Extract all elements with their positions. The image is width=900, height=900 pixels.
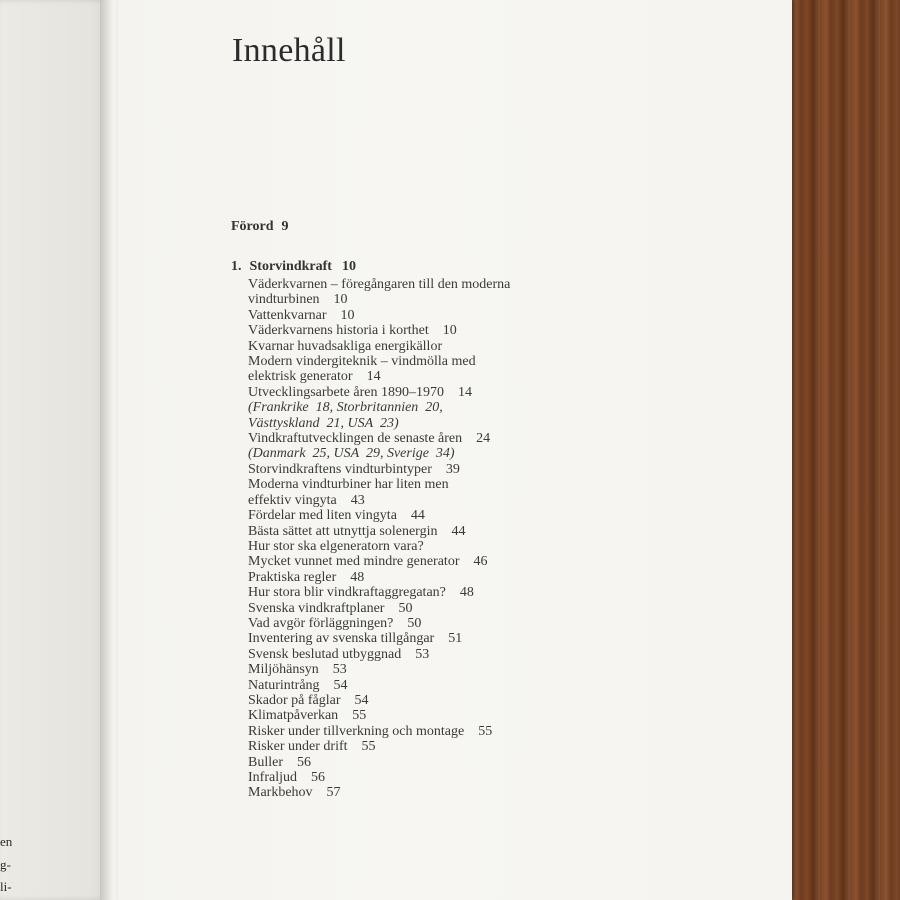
toc-entry-text: Risker under tillverkning och montage [248, 723, 465, 739]
toc-entry-text: Kvarnar huvadsakliga energikällor [248, 338, 443, 354]
toc-entry-page: 14 [366, 369, 381, 385]
toc-entry-text: vindturbinen [248, 292, 320, 308]
toc-entry-text: effektiv vingyta [248, 492, 337, 508]
toc-entry-page: 56 [310, 770, 325, 785]
toc-entry-text: Vattenkvarnar [248, 307, 327, 323]
toc-entry-page: 48 [459, 585, 474, 601]
wooden-table-background [790, 0, 900, 900]
toc-entry-page: 43 [350, 492, 365, 508]
foreword-label: Förord [231, 219, 274, 234]
toc-entry-text: (Danmark 25, USA 29, Sverige 34) [248, 446, 455, 462]
toc-entry-text: Klimatpåverkan [248, 708, 339, 724]
toc-entry [248, 554, 651, 569]
toc-entry-page: 24 [476, 431, 491, 447]
toc-entry [248, 277, 651, 292]
toc-entry-page: 39 [445, 461, 460, 477]
toc-entry-page: 14 [457, 384, 472, 400]
toc-entry-page: 55 [352, 708, 367, 724]
toc-entry [248, 446, 651, 461]
toc-entry [248, 770, 651, 785]
toc-entry-text: Inventering av svenska tillgångar [248, 631, 435, 647]
toc-entry-text: Väderkvarnens historia i korthet [248, 323, 429, 339]
toc-entry [248, 524, 651, 539]
toc-entry-page: 10 [333, 292, 348, 308]
toc-entry-page: 55 [361, 739, 376, 755]
foreword-page: 9 [281, 219, 289, 234]
toc-entry-text: Praktiska regler [248, 569, 337, 585]
toc-entry-text: Vad avgör förläggningen? [248, 615, 394, 631]
toc-entry [248, 385, 651, 400]
toc-entry [248, 339, 651, 354]
toc-entry-page: 44 [410, 508, 425, 524]
toc-entry-text: Vindkraftutvecklingen de senaste åren [248, 431, 463, 447]
toc-entry [248, 292, 651, 307]
toc-entry [248, 693, 651, 708]
toc-entry-text: Fördelar med liten vingyta [248, 508, 397, 524]
left-page-edge-text: en [0, 834, 13, 849]
toc-entry [248, 708, 651, 723]
toc-entry-page: 50 [398, 600, 413, 616]
toc-entry [248, 631, 651, 646]
toc-entry-page: 56 [297, 754, 311, 770]
toc-entry-page: 46 [473, 554, 488, 570]
toc-entry-page: 54 [354, 692, 369, 708]
toc-entry [248, 493, 651, 508]
toc-entry [248, 462, 651, 477]
toc-entry [248, 431, 651, 446]
toc-entry-text: Naturintrång [248, 677, 320, 693]
toc-entry [248, 755, 651, 770]
toc-entry [248, 539, 651, 554]
toc-entry-text: Utvecklingsarbete åren 1890–1970 [248, 384, 444, 400]
toc-entries [248, 277, 651, 801]
toc-entry-page: 50 [407, 615, 422, 631]
toc-entry-text: Infraljud [248, 770, 297, 785]
toc-entry-text: Hur stora blir vindkraftaggregatan? [248, 585, 446, 601]
toc-entry [248, 477, 651, 492]
left-page [0, 0, 112, 900]
toc-entry-page: 44 [451, 523, 466, 539]
toc-entry-text: Risker under drift [248, 739, 348, 755]
toc-entry [248, 678, 651, 693]
toc-entry-text: Mycket vunnet med mindre generator [248, 554, 460, 570]
toc-entry [248, 570, 651, 585]
toc-entry [248, 724, 651, 739]
toc-entry [248, 354, 651, 369]
toc-entry-text: Svenska vindkraftplaner [248, 600, 385, 616]
toc-entry-text: Västtyskland 21, USA 23) [248, 415, 399, 431]
toc-entry-page: 10 [442, 323, 457, 339]
toc-entry [248, 739, 651, 754]
toc-entry [248, 585, 651, 600]
chapter-title: Storvindkraft [249, 259, 332, 274]
toc-entry-text: Modern vindergiteknik – vindmölla med [248, 354, 476, 370]
toc-foreword [231, 219, 651, 239]
toc-entry [248, 323, 651, 338]
toc-entry-text: (Frankrike 18, Storbritannien 20, [248, 400, 443, 416]
toc-entry-text: Skador på fåglar [248, 692, 341, 708]
toc-entry-text: Moderna vindturbiner har liten men [248, 477, 449, 493]
table-of-contents [231, 219, 651, 801]
toc-entry-text: elektrisk generator [248, 369, 353, 385]
toc-entry-text: Bästa sättet att utnyttja solenergin [248, 523, 438, 539]
left-page-edge-text: li- [0, 879, 12, 894]
toc-entry-text: Buller [248, 754, 283, 770]
toc-entry [248, 369, 651, 384]
toc-entry [248, 616, 651, 631]
toc-entry-text: Hur stor ska elgeneratorn vara? [248, 538, 424, 554]
toc-entry [248, 647, 651, 662]
left-page-edge-text: g- [0, 857, 11, 872]
toc-entry-text: Storvindkraftens vindturbintyper [248, 461, 432, 477]
toc-entry-page: 54 [333, 677, 348, 693]
toc-entry-text: Väderkvarnen – föregångaren till den moderna [248, 277, 511, 292]
toc-entry-page: 53 [332, 662, 347, 678]
page-title: Innehåll [232, 32, 346, 69]
toc-entry-page: 57 [326, 785, 341, 801]
chapter-number: 1. [231, 259, 242, 274]
toc-entry [248, 416, 651, 431]
toc-entry-page: 48 [350, 569, 365, 585]
toc-entry [248, 601, 651, 616]
toc-entry-text: Markbehov [248, 785, 313, 801]
toc-entry [248, 508, 651, 523]
toc-entry [248, 785, 651, 800]
toc-chapter [231, 259, 651, 277]
toc-entry-text: Svensk beslutad utbyggnad [248, 646, 402, 662]
toc-entry [248, 662, 651, 677]
toc-entry-page: 53 [415, 646, 430, 662]
toc-entry-page: 55 [478, 723, 493, 739]
toc-entry-page: 51 [448, 631, 463, 647]
toc-entry-page: 10 [340, 307, 355, 323]
toc-entry [248, 400, 651, 415]
chapter-page: 10 [341, 259, 356, 274]
toc-entry-text: Miljöhänsyn [248, 662, 319, 678]
toc-entry [248, 308, 651, 323]
